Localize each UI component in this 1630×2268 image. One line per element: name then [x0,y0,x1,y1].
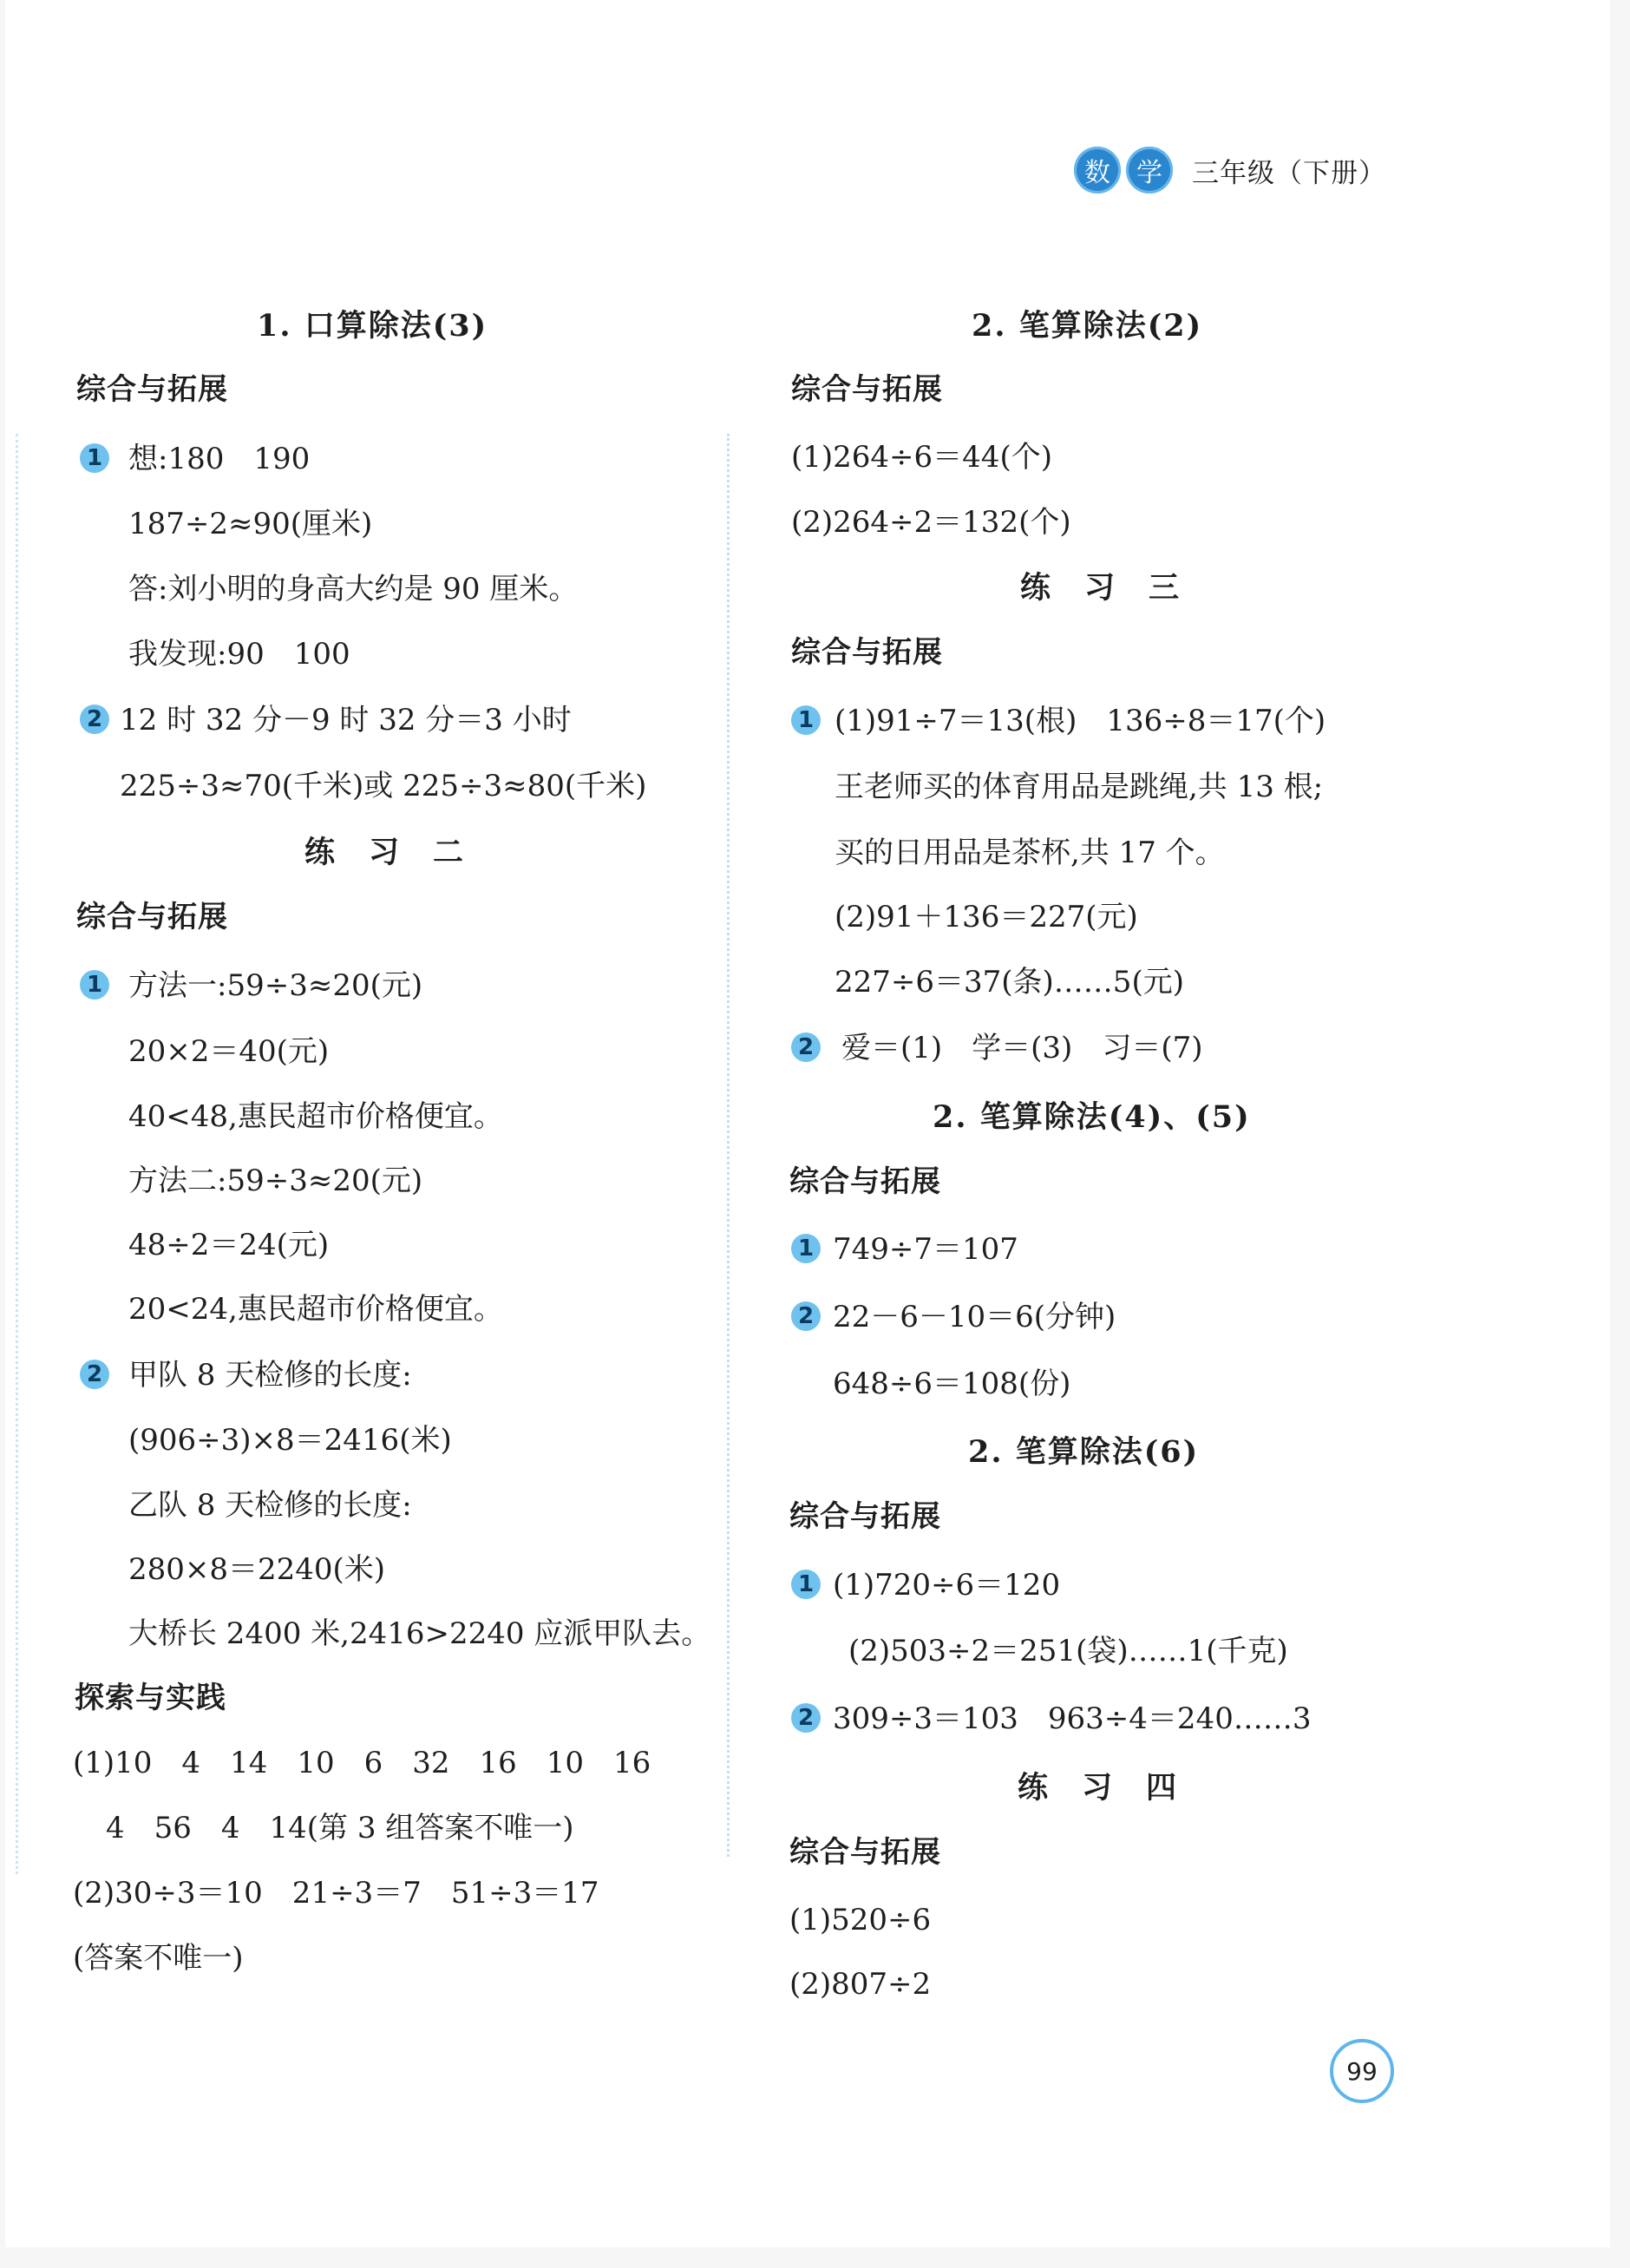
answer-line: (1)720÷6＝120 [833,1568,1061,1603]
answer-line: 甲队 8 天检修的长度: [128,1358,412,1393]
question-marker-2: 2 [791,1301,821,1331]
grade-label: 三年级（下册） [1192,157,1386,189]
question-marker-2: 2 [80,1360,109,1389]
answer-line: (1)91÷7＝13(根) 136÷8＝17(个) [835,704,1326,738]
section-title: 2. 笔算除法(2) [972,308,1203,344]
question-marker-2: 2 [80,705,109,734]
subject-badge-1: 数 [1074,147,1121,193]
section-heading: 综合与拓展 [789,1835,941,1870]
section-heading: 综合与拓展 [76,372,228,407]
question-marker-1: 1 [791,705,821,735]
answer-line: 方法一:59÷3≈20(元) [128,968,423,1003]
section-title: 练 习 二 [304,835,466,870]
answer-line: (2)503÷2＝251(袋)……1(千克) [848,1634,1288,1668]
section-heading: 综合与拓展 [789,1499,941,1534]
section-heading: 综合与拓展 [76,900,228,934]
left-margin-rule [16,434,18,1874]
column-divider [727,434,730,1857]
answer-line: 187÷2≈90(厘米) [128,507,373,541]
question-marker-1: 1 [80,443,109,473]
answer-line: (1)264÷6＝44(个) [791,440,1052,475]
subject-badge-2: 学 [1126,147,1173,193]
answer-line: (906÷3)×8＝2416(米) [128,1423,452,1458]
answer-line: 方法二:59÷3≈20(元) [128,1163,423,1198]
answer-line: 20<24,惠民超市价格便宜。 [128,1292,503,1327]
answer-line: 买的日用品是茶杯,共 17 个。 [835,836,1225,870]
answer-line: 749÷7＝107 [833,1232,1018,1267]
answer-line: 王老师买的体育用品是跳绳,共 13 根; [835,770,1324,804]
answer-line: 22－6－10＝6(分钟) [833,1300,1116,1334]
answer-line: 大桥长 2400 米,2416>2240 应派甲队去。 [128,1616,711,1651]
answer-line: 12 时 32 分－9 时 32 分＝3 小时 [120,703,572,737]
question-marker-1: 1 [791,1234,821,1263]
answer-line: 280×8＝2240(米) [128,1552,386,1587]
section-heading: 综合与拓展 [791,372,943,407]
answer-line: 4 56 4 14(第 3 组答案不唯一) [106,1811,574,1845]
question-marker-2: 2 [791,1703,821,1733]
answer-line: 20×2＝40(元) [128,1034,330,1069]
section-title: 2. 笔算除法(6) [968,1434,1200,1470]
section-title: 练 习 四 [1018,1770,1179,1806]
answer-line: 309÷3＝103 963÷4＝240……3 [833,1701,1312,1736]
answer-line: 40<48,惠民超市价格便宜。 [128,1099,503,1134]
section-title: 练 习 三 [1020,570,1182,606]
answer-line: (1)520÷6 [789,1903,932,1937]
question-marker-1: 1 [791,1570,821,1599]
section-heading: 综合与拓展 [791,635,943,670]
question-marker-2: 2 [791,1032,821,1062]
answer-line: 225÷3≈70(千米)或 225÷3≈80(千米) [120,769,647,803]
answer-line: 48÷2＝24(元) [128,1228,330,1262]
answer-line: 227÷6＝37(条)……5(元) [835,965,1184,1000]
answer-line: 爱＝(1) 学＝(3) 习＝(7) [841,1031,1203,1065]
page-header [1074,144,1386,196]
answer-line: (答案不唯一) [73,1941,244,1976]
answer-line: (2)264÷2＝132(个) [791,505,1071,540]
answer-line: 乙队 8 天检修的长度: [128,1488,412,1523]
answer-line: 648÷6＝108(份) [833,1367,1071,1401]
answer-line: (2)807÷2 [789,1967,932,2002]
page [5,0,1610,2247]
page-number: 99 [1330,2039,1394,2103]
question-marker-1: 1 [80,970,109,1000]
section-heading: 综合与拓展 [789,1164,941,1199]
answer-line: (2)30÷3＝10 21÷3＝7 51÷3＝17 [73,1876,599,1911]
answer-line: 我发现:90 100 [128,637,350,672]
section-title: 1. 口算除法(3) [257,308,488,344]
section-heading: 探索与实践 [75,1681,226,1715]
answer-line: 想:180 190 [128,442,311,476]
answer-line: (2)91＋136＝227(元) [835,900,1138,934]
answer-line: (1)10 4 14 10 6 32 16 10 16 [73,1746,651,1780]
answer-line: 答:刘小明的身高大约是 90 厘米。 [128,572,579,606]
section-title: 2. 笔算除法(4)、(5) [933,1099,1251,1135]
